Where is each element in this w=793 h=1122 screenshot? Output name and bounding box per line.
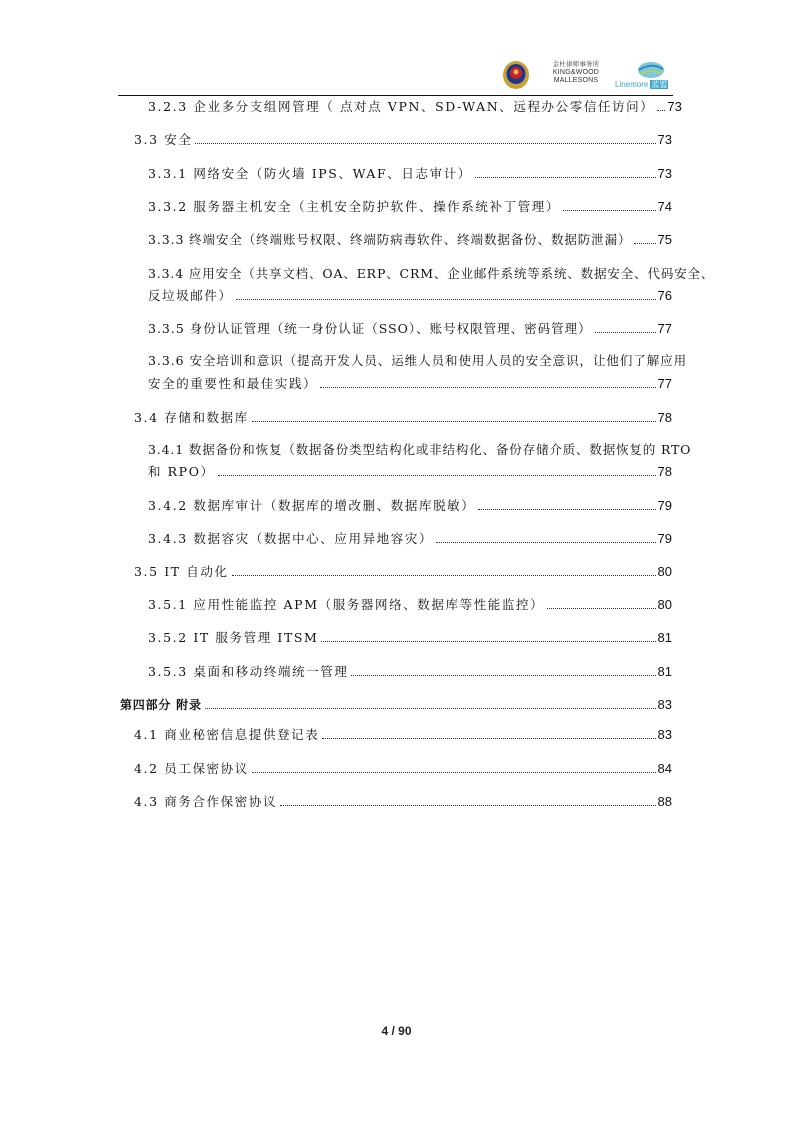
toc-entry-3-5-2[interactable] [148,630,672,646]
toc-entry-3-5-1[interactable] [148,597,672,613]
toc-entry-3-3[interactable] [134,132,672,148]
police-emblem-icon [502,60,530,90]
leader-dots [475,177,656,178]
toc-entry-title: 反垃圾邮件） [148,288,233,303]
toc-entry-3-5[interactable] [134,564,672,580]
leader-dots [232,575,656,576]
toc-page-number: 73 [657,166,672,181]
toc-entry-title: 3.4.2 数据库审计（数据库的增改删、数据库脱敏） [148,498,476,513]
leader-dots [547,608,655,609]
toc-page-number: 77 [657,321,672,336]
linemore-text: Linemore 蓝盟 [615,80,668,89]
toc-page-number: 79 [657,531,672,546]
toc-entry-title: 3.4.3 数据容灾（数据中心、应用异地容灾） [148,531,434,546]
toc-entry-title: 3.3.2 服务器主机安全（主机安全防护软件、操作系统补丁管理） [148,199,560,214]
toc-entry-3-4-1[interactable] [148,464,672,480]
header-logos [500,58,680,92]
king-wood-mallesons-logo [547,61,605,85]
leader-dots [236,299,656,300]
leader-dots [322,738,655,739]
toc-entry-4-1[interactable] [134,727,672,743]
toc-page-number: 78 [657,410,672,425]
toc-entry-3-4[interactable] [134,410,672,426]
toc-page-number: 77 [657,376,672,391]
toc-page-number: 76 [657,288,672,303]
kwm-line1: KING&WOOD [552,69,600,76]
toc-entry-title: 和 RPO） [148,464,215,479]
toc-entry-3-5-3[interactable] [148,664,672,680]
toc-page-number: 81 [657,630,672,645]
leader-dots [252,772,656,773]
toc-entry-title: 4.1 商业秘密信息提供登记表 [134,727,320,742]
leader-dots [321,641,655,642]
toc-entry-title: 3.3 安全 [134,132,193,147]
toc-entry-title: 3.4 存储和数据库 [134,410,249,425]
leader-dots [280,805,655,806]
kwm-chinese-name: 金杜律师事务所 [552,61,600,68]
toc-entry-3-4-3[interactable] [148,531,672,547]
toc-entry-3-2-3[interactable] [148,99,682,115]
toc-entry-4-2[interactable] [134,761,672,777]
toc-entry-title: 第四部分 附录 [120,698,202,712]
toc-page-number: 78 [657,464,672,479]
toc-entry-title: 3.3.1 网络安全（防火墙 IPS、WAF、日志审计） [148,166,472,181]
toc-page-number: 73 [657,132,672,147]
linemore-globe-icon [629,60,669,80]
leader-dots [634,243,655,244]
toc-entry-title: 3.2.3 企业多分支组网管理（ 点对点 VPN、SD-WAN、远程办公零信任访问） [148,99,655,114]
toc-page-number: 75 [657,232,672,247]
toc-page-number: 80 [657,564,672,579]
leader-dots [252,421,656,422]
toc-entry-3-3-6[interactable] [148,376,672,392]
toc-page-number: 79 [657,498,672,513]
toc-entry-3-3-6-line1[interactable]: 3.3.6 安全培训和意识（提高开发人员、运维人员和使用人员的安全意识，让他们了解应用 [148,353,688,368]
toc-entry-3-3-5[interactable] [148,321,672,337]
leader-dots [436,542,655,543]
toc-entry-part-4[interactable] [120,697,672,713]
toc-entry-title: 3.5.1 应用性能监控 APM（服务器网络、数据库等性能监控） [148,597,545,612]
leader-dots [320,387,655,388]
toc-page-number: 74 [657,199,672,214]
toc-entry-3-3-1[interactable] [148,166,672,182]
leader-dots [351,675,655,676]
toc-entry-3-3-3[interactable] [148,232,672,248]
page-indicator: 4 / 90 [381,1024,412,1038]
toc-entry-title: 3.5.2 IT 服务管理 ITSM [148,630,319,645]
toc-entry-3-3-4-line1[interactable]: 3.3.4 应用安全（共享文档、OA、ERP、CRM、企业邮件系统等系统、数据安全、代码安全、 [148,266,715,281]
toc-entry-4-3[interactable] [134,794,672,810]
toc-entry-title: 3.5 IT 自动化 [134,564,229,579]
header-divider [118,95,673,96]
toc-page-number: 73 [667,99,682,114]
toc-page-number: 84 [657,761,672,776]
toc-page-number: 83 [657,697,672,712]
leader-dots [195,143,655,144]
kwm-line2: MALLESONS [553,77,599,84]
toc-entry-title: 4.3 商务合作保密协议 [134,794,278,809]
leader-dots [205,708,656,709]
toc-entry-title: 4.2 员工保密协议 [134,761,249,776]
toc-page-number: 81 [657,664,672,679]
linemore-logo [615,60,679,90]
toc-page-number: 83 [657,727,672,742]
leader-dots [478,509,655,510]
toc-page-number: 88 [657,794,672,809]
toc-entry-title: 3.3.5 身份认证管理（统一身份认证（SSO）、账号权限管理、密码管理） [148,321,592,336]
toc-entry-3-3-2[interactable] [148,199,672,215]
toc-entry-title: 3.5.3 桌面和移动终端统一管理 [148,664,349,679]
leader-dots [657,110,665,111]
leader-dots [595,332,656,333]
leader-dots [563,210,656,211]
toc-entry-3-4-2[interactable] [148,498,672,514]
toc-entry-title: 3.3.3 终端安全（终端账号权限、终端防病毒软件、终端数据备份、数据防泄漏） [148,232,632,247]
toc-entry-3-3-4[interactable] [148,288,672,304]
toc-entry-3-4-1-line1[interactable]: 3.4.1 数据备份和恢复（数据备份类型结构化或非结构化、备份存储介质、数据恢复的 RTO [148,442,692,457]
toc-page-number: 80 [657,597,672,612]
toc-entry-title: 安全的重要性和最佳实践） [148,376,318,391]
leader-dots [218,475,656,476]
